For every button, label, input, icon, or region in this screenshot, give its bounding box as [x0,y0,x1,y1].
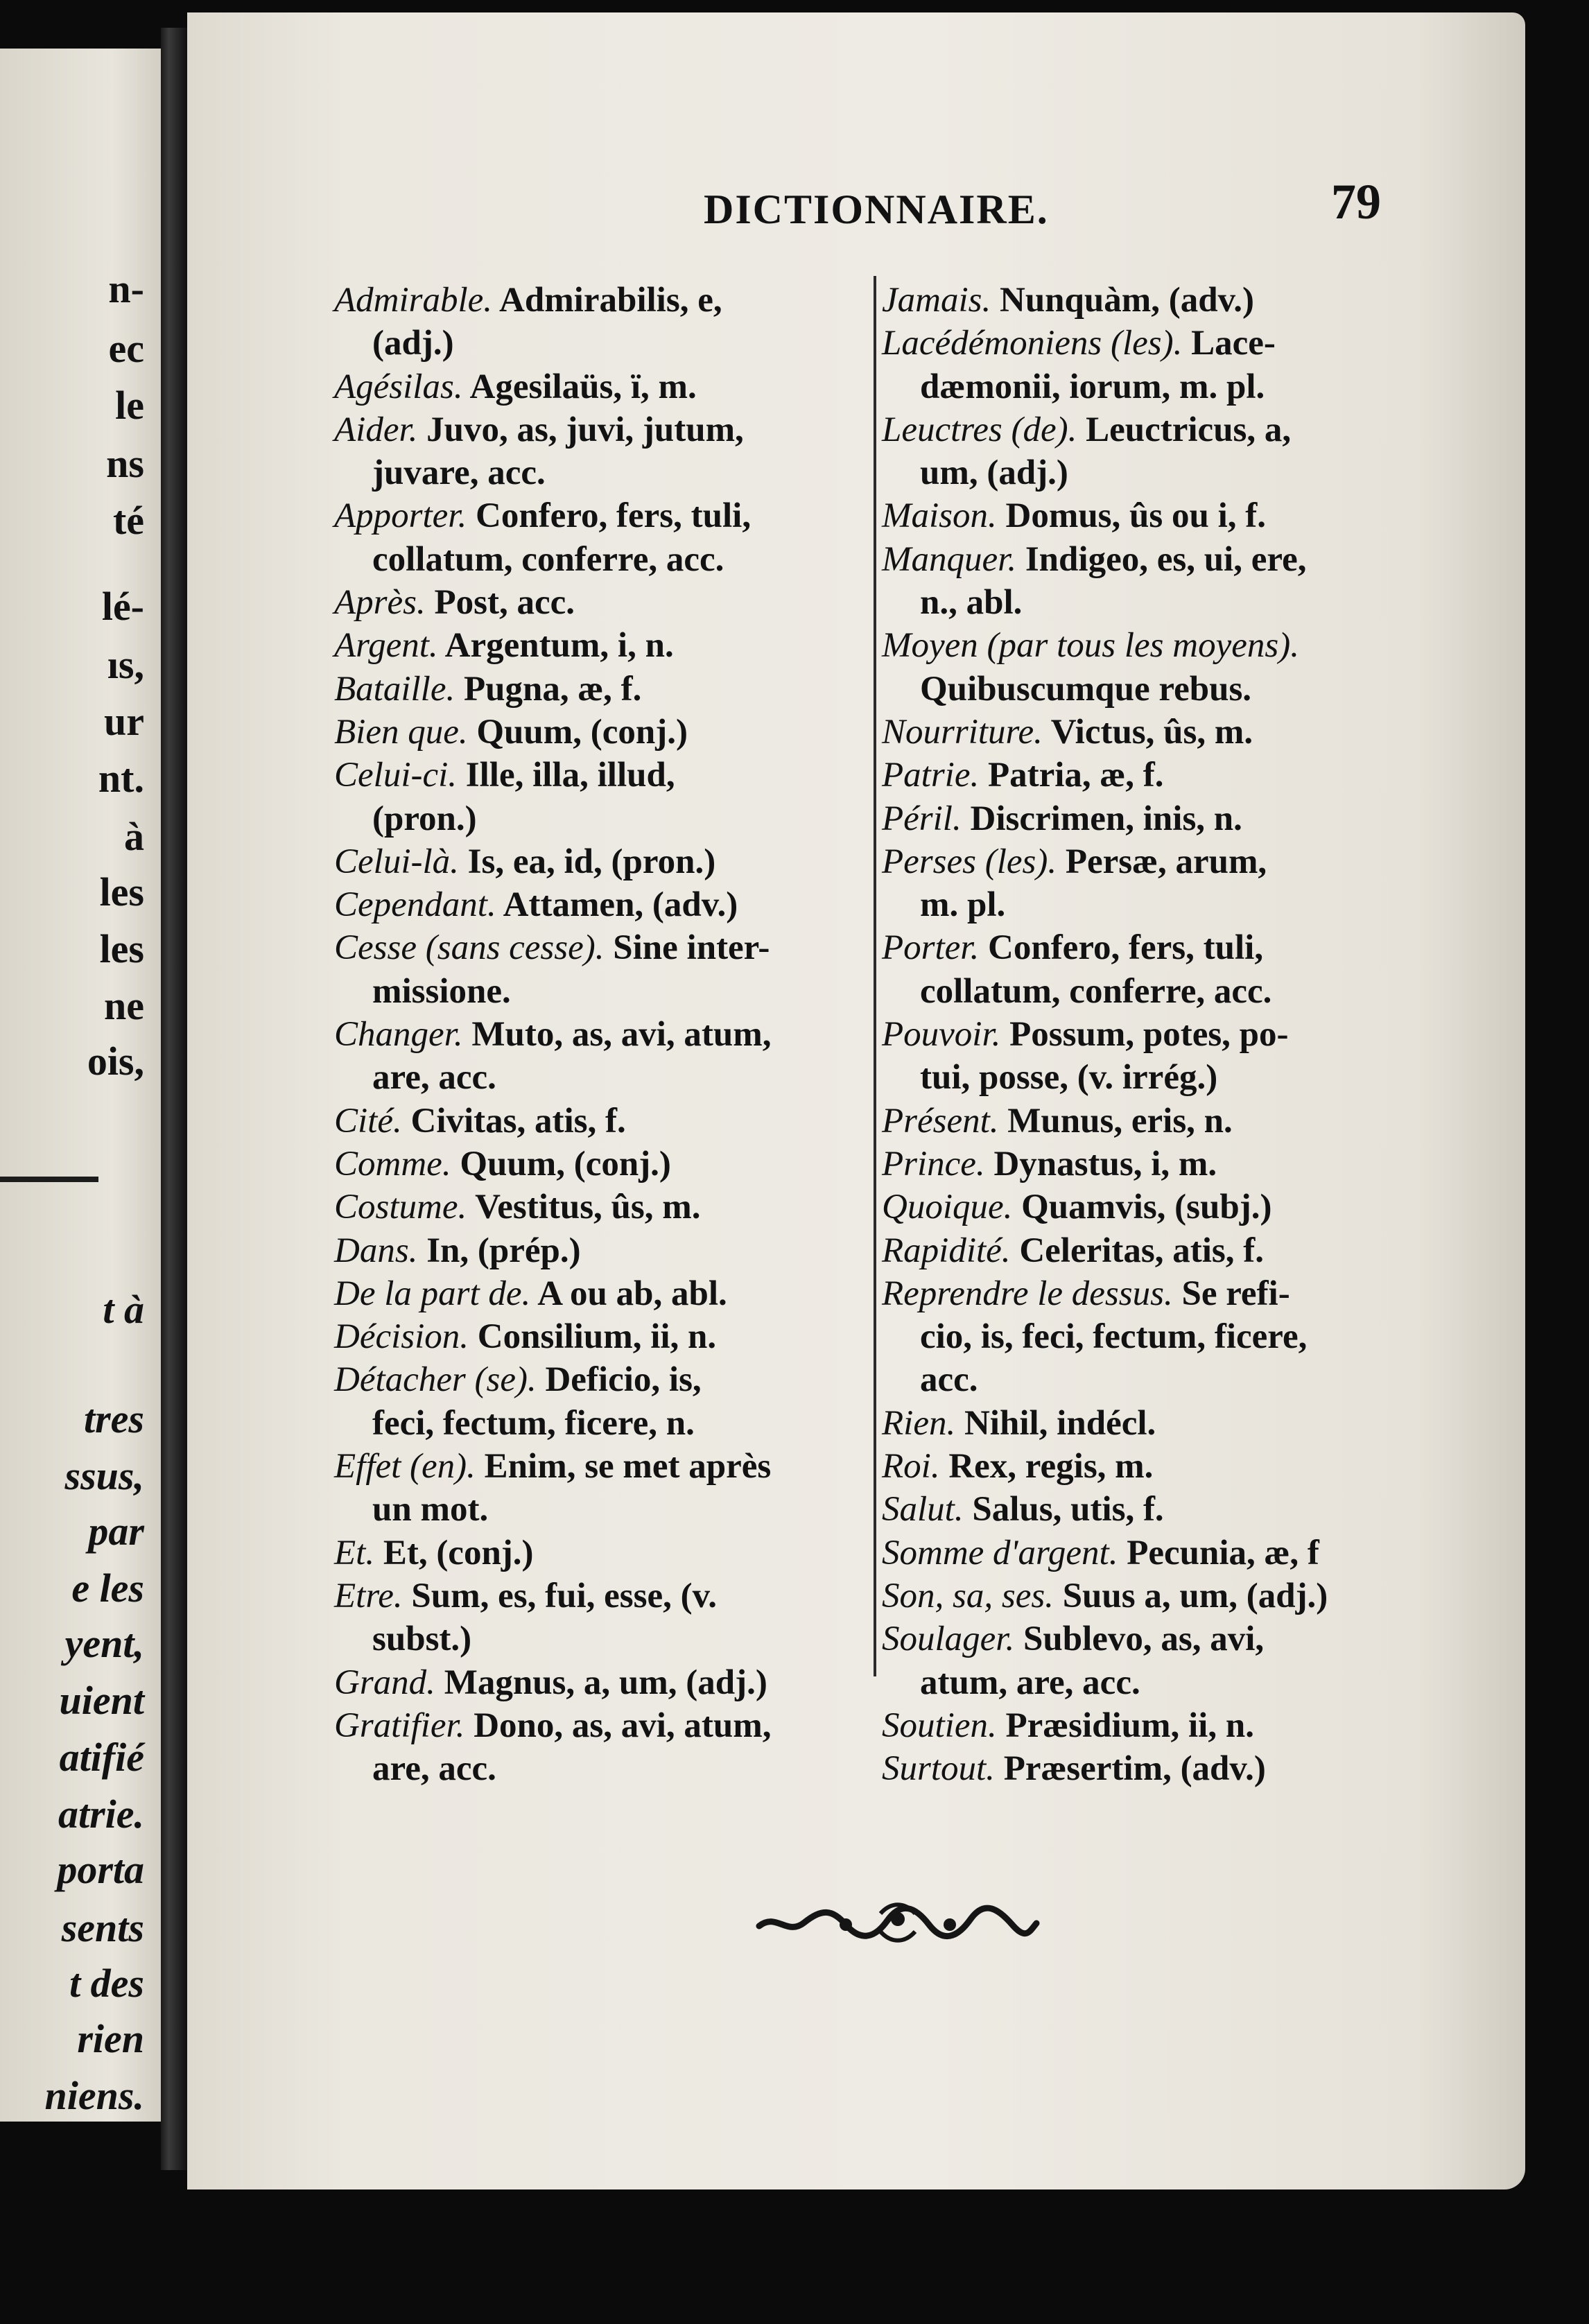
facing-page-fragment: t à [103,1287,144,1332]
entry-headword: Aider. [334,410,418,449]
entry-definition: Confero, fers, tuli, [979,928,1264,968]
dictionary-entry [882,1186,1525,1229]
entry-definition: Domus, ûs ou i, f. [996,496,1267,536]
entry-definition: Consilium, ii, n. [469,1317,717,1357]
facing-page-fragment: par [88,1509,144,1554]
dictionary-entry [882,408,1525,495]
entry-continuation: are, acc. [372,1058,496,1098]
entry-headword: Manquer. [882,539,1017,579]
entry-headword: Celui-ci. [334,756,458,795]
entry-definition: Discrimen, inis, n. [961,799,1242,838]
entry-headword: Après. [334,583,426,623]
entry-continuation: cio, is, feci, fectum, ficere, [920,1317,1308,1357]
entry-definition: Dynastus, i, m. [984,1144,1217,1183]
entry-definition: Pugna, æ, f. [455,669,642,709]
facing-page-fragment: e les [71,1566,144,1611]
entry-continuation: un mot. [372,1490,489,1529]
entry-continuation: m. pl. [920,885,1006,925]
dictionary-entry [882,494,1525,537]
facing-page-fragment: n- [108,266,144,311]
entry-headword: Son, sa, ses. [882,1576,1054,1615]
entry-definition: Juvo, as, juvi, jutum, [417,410,744,449]
facing-page-fragment: niens. [44,2073,144,2118]
entry-definition: Victus, ûs, m. [1042,712,1253,752]
dictionary-entry [882,1488,1525,1531]
column-divider [874,276,876,1676]
entry-definition: Ille, illa, illud, [457,756,675,795]
entry-headword: Surtout. [882,1749,995,1789]
entry-headword: Pouvoir. [882,1015,1001,1055]
entry-headword: De la part de. [334,1274,531,1313]
entry-definition: Lace- [1182,324,1276,363]
entry-headword: Péril. [882,799,962,838]
entry-headword: Argent. [334,626,438,666]
dictionary-entry [882,1747,1525,1790]
entry-headword: Nourriture. [882,712,1043,752]
book-gutter [161,28,187,2170]
entry-headword: Apporter. [334,496,467,536]
entry-definition: Persæ, arum, [1057,842,1267,881]
facing-page-fragment: té [112,498,144,543]
entry-definition: Agesilaüs, ï, m. [462,367,697,406]
entry-headword: Admirable. [334,281,493,320]
entry-definition: Muto, as, avi, atum, [462,1015,772,1055]
entry-definition: Quamvis, (subj.) [1012,1188,1272,1227]
entry-headword: Reprendre le dessus. [882,1274,1173,1313]
entry-first-line [882,1143,1525,1186]
entry-definition: Deficio, is, [536,1360,702,1400]
dictionary-entry [882,1704,1525,1747]
entry-definition: Nihil, indécl. [955,1403,1156,1443]
facing-page-fragment: les [99,926,144,971]
entry-definition: Sublevo, as, avi, [1014,1620,1265,1659]
facing-page-fragment: sents [61,1905,144,1950]
dictionary-page [187,12,1525,2189]
entry-headword: Porter. [882,928,980,968]
facing-page-fragment: lé- [101,584,144,629]
entry-headword: Celui-là. [334,842,459,881]
entry-definition: Et, (conj.) [374,1533,534,1572]
entry-first-line [882,1488,1525,1531]
dictionary-entry [882,1575,1525,1618]
entry-definition: Celeritas, atis, f. [1010,1231,1264,1270]
facing-page-fragment: ur [104,699,144,744]
entry-headword: Quoique. [882,1188,1013,1227]
entry-definition: Pecunia, æ, f [1118,1533,1319,1572]
facing-page-fragment: ois, [87,1039,144,1084]
entry-continuation: collatum, conferre, acc. [920,971,1272,1011]
dictionary-entry [882,322,1525,408]
entry-definition: Admirabilis, e, [492,281,722,320]
running-header: DICTIONNAIRE. [704,187,1049,232]
entry-continuation: juvare, acc. [372,453,546,493]
right-entry-column [882,279,1525,1790]
entry-headword: Prince. [882,1144,985,1183]
entry-continuation: acc. [920,1360,978,1400]
entry-definition: Munus, eris, n. [998,1101,1233,1141]
entry-definition: Attamen, (adv.) [496,885,738,925]
entry-definition: Enim, se met après [475,1447,772,1486]
entry-definition: Post, acc. [425,583,575,623]
entry-headword: Comme. [334,1144,451,1183]
entry-continuation: um, (adj.) [920,453,1068,493]
entry-continuation: missione. [372,971,511,1011]
dictionary-entry [882,1272,1525,1402]
entry-first-line [882,1618,1525,1660]
entry-headword: Perses (les). [882,842,1057,881]
facing-page-fragment: nt. [98,756,144,801]
facing-page-fragment: yent, [64,1621,144,1666]
entry-continuation: n., abl. [920,583,1023,623]
facing-page-fragment: le [115,383,144,428]
page-number: 79 [1331,174,1381,229]
entry-headword: Cesse (sans cesse). [334,928,605,968]
entry-first-line [882,1532,1525,1575]
dictionary-entry [882,279,1525,322]
entry-first-line [882,624,1525,667]
entry-headword: Changer. [334,1015,463,1055]
entry-definition: Præsidium, ii, n. [996,1706,1254,1745]
entry-first-line [882,1402,1525,1445]
entry-continuation: Quibuscumque rebus. [920,669,1252,709]
entry-headword: Dans. [334,1231,418,1270]
entry-headword: Costume. [334,1188,467,1227]
entry-headword: Soutien. [882,1706,997,1745]
dictionary-entry [882,840,1525,927]
entry-first-line [882,1186,1525,1229]
entry-first-line [882,408,1525,451]
entry-continuation: atum, are, acc. [920,1663,1140,1702]
entry-headword: Cependant. [334,885,496,925]
entry-continuation: (pron.) [372,799,477,838]
entry-definition: Vestitus, ûs, m. [467,1188,701,1227]
dictionary-entry [882,1100,1525,1143]
entry-definition: Salus, utis, f. [963,1490,1164,1529]
entry-definition: Argentum, i, n. [437,626,674,666]
entry-first-line [882,1100,1525,1143]
entry-first-line [882,494,1525,537]
entry-first-line [882,926,1525,969]
entry-continuation: are, acc. [372,1749,496,1789]
entry-definition: Suus a, um, (adj.) [1053,1576,1328,1615]
entry-definition: Sine inter- [604,928,770,968]
dictionary-entry [882,1402,1525,1445]
entry-first-line [882,1575,1525,1618]
entry-headword: Roi. [882,1447,940,1486]
entry-definition: Magnus, a, um, (adj.) [435,1663,767,1702]
entry-headword: Patrie. [882,756,980,795]
entry-headword: Bataille. [334,669,455,709]
entry-continuation: tui, posse, (v. irrég.) [920,1058,1218,1098]
entry-continuation: subst.) [372,1620,472,1659]
entry-continuation: feci, fectum, ficere, n. [372,1403,695,1443]
facing-page-fragment: à [124,814,144,859]
dictionary-entry [882,1229,1525,1272]
entry-headword: Agésilas. [334,367,463,406]
dictionary-entry [882,624,1525,711]
entry-definition: Indigeo, es, ui, ere, [1016,539,1307,579]
entry-definition: Civitas, atis, f. [401,1101,626,1141]
entry-definition: Confero, fers, tuli, [467,496,752,536]
dictionary-entry [882,1143,1525,1186]
entry-headword: Soulager. [882,1620,1015,1659]
entry-headword: Grand. [334,1663,435,1702]
entry-continuation: collatum, conferre, acc. [372,539,724,579]
dictionary-entry [882,1445,1525,1488]
entry-headword: Salut. [882,1490,964,1529]
entry-definition: Nunquàm, (adv.) [991,281,1255,320]
facing-page-fragment: atifié [59,1735,144,1780]
facing-page-fragment: atrie. [58,1792,144,1837]
entry-headword: Gratifier. [334,1706,465,1745]
ornament-icon [756,1898,1040,1947]
dictionary-entry [882,926,1525,1013]
entry-definition: Dono, as, avi, atum, [464,1706,772,1745]
entry-first-line [882,1013,1525,1056]
entry-first-line [882,1229,1525,1272]
dictionary-entry [882,754,1525,797]
dictionary-entry [882,538,1525,625]
dictionary-entry [882,1013,1525,1100]
entry-headword: Lacédémoniens (les). [882,324,1183,363]
entry-first-line [882,322,1525,365]
dictionary-entry [882,797,1525,840]
dictionary-entry [882,1618,1525,1704]
entry-first-line [882,279,1525,322]
facing-page-fragment: ıs, [107,642,144,687]
dictionary-entry [882,1532,1525,1575]
entry-headword: Bien que. [334,712,468,752]
entry-first-line [882,711,1525,754]
entry-first-line [882,1272,1525,1315]
entry-headword: Présent. [882,1101,999,1141]
dictionary-entry [882,711,1525,754]
entry-headword: Maison. [882,496,997,536]
entry-headword: Jamais. [882,281,991,320]
entry-headword: Moyen (par tous les moyens). [882,626,1299,666]
entry-definition: Rex, regis, m. [939,1447,1154,1486]
facing-page-fragment: tres [84,1396,144,1441]
facing-page [0,49,161,2122]
facing-page-fragment: ssus, [64,1453,144,1498]
entry-definition: Sum, es, fui, esse, (v. [402,1576,718,1615]
entry-headword: Décision. [334,1317,469,1357]
facing-page-fragment: porta [57,1847,144,1892]
entry-definition: Quum, (conj.) [467,712,688,752]
entry-definition: In, (prép.) [417,1231,581,1270]
entry-definition: Quum, (conj.) [451,1144,671,1183]
entry-first-line [882,754,1525,797]
entry-first-line [882,538,1525,581]
entry-headword: Rien. [882,1403,956,1443]
facing-page-fragment: ne [104,983,144,1028]
entry-headword: Etre. [334,1576,403,1615]
facing-page-fragment: ns [106,441,144,486]
facing-page-fragment: t des [69,1961,144,2006]
entry-headword: Détacher (se). [334,1360,537,1400]
entry-first-line [882,797,1525,840]
entry-headword: Somme d'argent. [882,1533,1118,1572]
facing-page-rule [0,1177,98,1182]
entry-definition: Leuctricus, a, [1077,410,1292,449]
entry-headword: Rapidité. [882,1231,1011,1270]
entry-first-line [882,840,1525,883]
entry-headword: Cité. [334,1101,402,1141]
entry-definition: Patria, æ, f. [979,756,1164,795]
entry-definition: A ou ab, abl. [530,1274,727,1313]
entry-continuation: dæmonii, iorum, m. pl. [920,367,1265,406]
entry-first-line [882,1747,1525,1790]
entry-headword: Leuctres (de). [882,410,1077,449]
facing-page-fragment: ec [108,326,144,371]
entry-definition: Præsertim, (adv.) [994,1749,1266,1789]
facing-page-fragment: rien [77,2016,144,2061]
entry-headword: Et. [334,1533,375,1572]
entry-first-line [882,1704,1525,1747]
entry-definition: Se refi- [1172,1274,1290,1313]
facing-page-fragment: les [99,869,144,914]
entry-first-line [882,1445,1525,1488]
entry-definition: Is, ea, id, (pron.) [458,842,716,881]
facing-page-fragment: uient [59,1678,144,1723]
entry-definition: Possum, potes, po- [1000,1015,1289,1055]
entry-headword: Effet (en). [334,1447,476,1486]
entry-continuation: (adj.) [372,324,454,363]
